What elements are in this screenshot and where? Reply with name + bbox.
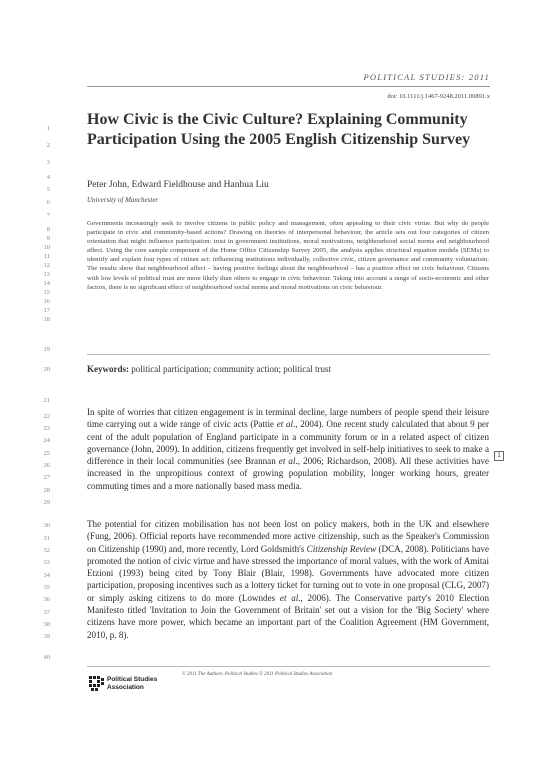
keywords-list: political participation; community action; political trust xyxy=(131,364,331,374)
text-run: The potential for citizen mobilisation has not been lost on policy makers, both in the UK and elsewhere (Fung, 2006). Official reports have recommended more active citizenship, such as the Speaker's Commission on Citizenship (1990) and, more recently, Lord Goldsmith's xyxy=(87,519,489,554)
body-paragraph-1 xyxy=(87,406,489,492)
text-run: ., 2006). The Conservative party's 2010 Election Manifesto titled 'Invitation to Join the Government of Britain' set out a vision for the 'Big Society' where citizens have more power, which became an important part of the Coalition Agreement (HM Government, 2010, p. 8). xyxy=(87,592,489,640)
line-number: 6 xyxy=(46,199,50,206)
line-number: 35 xyxy=(43,584,50,591)
logo-line-2: Association xyxy=(107,683,144,691)
line-number: 32 xyxy=(43,547,50,554)
author-affiliation: University of Manchester xyxy=(87,196,159,204)
text-run: (DCA, 2008). Politicians have promoted the notion of civic virtue and have stressed the importance of moral values, with the work of Amitai Etzioni (1993) being cited by Tony Blair (Blair, 1998). Governments have advocated more citizen participation, proposing incentives such as a lottery ticket for turning out to vote in one proposal (CLG, 2007) or simply asking citizens to do more (Lowndes xyxy=(87,543,489,603)
line-number: 7 xyxy=(46,212,50,219)
psa-logo-text xyxy=(107,676,157,691)
line-number: 33 xyxy=(43,559,50,566)
text-run: In spite of worries that citizen engagement is in terminal decline, large numbers of people spend their leisure time carrying out a wide range of civic acts (Pattie xyxy=(87,407,489,430)
line-number: 39 xyxy=(43,633,50,640)
keywords xyxy=(87,364,331,374)
line-number: 5 xyxy=(46,186,50,193)
line-number: 23 xyxy=(43,425,50,432)
line-number: 14 xyxy=(43,280,50,287)
journal-header: POLITICAL STUDIES: 2011 xyxy=(363,72,490,82)
line-number: 8 xyxy=(46,226,50,233)
line-number: 4 xyxy=(46,174,50,181)
line-number: 17 xyxy=(43,307,50,314)
text-run-italic: Citizenship Review xyxy=(306,543,377,554)
line-number: 20 xyxy=(43,366,50,373)
body-paragraph-2 xyxy=(87,518,489,641)
line-number: 30 xyxy=(43,522,50,529)
margin-marker[interactable]: 1 xyxy=(494,451,504,461)
line-number: 31 xyxy=(43,535,50,542)
line-number: 16 xyxy=(43,298,50,305)
line-number: 27 xyxy=(43,474,50,481)
line-number: 26 xyxy=(43,462,50,469)
line-number: 29 xyxy=(43,499,50,506)
article-title: How Civic is the Civic Culture? Explaining Community Participation Using the 2005 English Citizenship Survey xyxy=(87,111,471,148)
abstract: Governments increasingly seek to involve citizens in public policy and management, often appealing to their civic virtue. But why do people participate in civic and community-based actions? Drawing on theories of interpersonal behaviour, the article sets out four categories of citizen orientation that might influence participation: trust in government institutions, moral motivations, neighbourhood social norms and neighbourhood affect. Using the core sample component of the Home Office Citizenship Survey 2005, the analysis applies structural equation models (SEMs) to identify and explain four types of citizen act: influencing institutions individually, collective civic, citizen governance and community voluntarism. The results show that neighbourhood affect – having positive feelings about the neighbourhood – has a positive effect on civic behaviour. Citizens with low levels of political trust are more likely than others to engage in civic behaviour. Taking into account a range of socio-economic and other factors, there is no significant effect of neighbourhood social norms and moral motivations on civic behaviour. xyxy=(87,220,489,291)
line-number: 25 xyxy=(43,450,50,457)
line-number: 38 xyxy=(43,621,50,628)
footer-rule xyxy=(87,666,490,667)
copyright: © 2011 The Authors. Political Studies © 2011 Political Studies Association xyxy=(182,672,333,677)
line-number: 36 xyxy=(43,596,50,603)
line-number: 10 xyxy=(43,244,50,251)
abstract-rule xyxy=(87,354,490,355)
logo-line-1: Political Studies xyxy=(107,676,158,683)
line-number: 1 xyxy=(46,125,50,132)
text-run: ., 2004). One recent study calculated that about 9 per cent of the adult population of England participate in a community forum or in a related aspect of citizen governance (John, 2009). In addition, citizens frequently get involved in self-help initiatives to seek to make a difference in their local communities (see Brannan xyxy=(87,419,489,467)
line-number: 21 xyxy=(43,397,50,404)
line-number: 11 xyxy=(43,253,50,260)
line-number: 19 xyxy=(43,346,50,353)
line-number: 9 xyxy=(46,235,50,242)
keywords-label: Keywords: xyxy=(87,364,129,374)
header-rule xyxy=(87,86,490,87)
doi: doi: 10.1111/j.1467-9248.2011.00891.x xyxy=(387,93,490,100)
line-numbers xyxy=(0,0,50,771)
line-number: 22 xyxy=(43,413,50,420)
text-run-italic: et al xyxy=(278,456,296,467)
line-number: 40 xyxy=(43,654,50,661)
line-number: 28 xyxy=(43,487,50,494)
text-run: ., 2006; Richardson, 2008). All these activities have increased in the unpropitious context of growing population mobility, longer working hours, greater commuting times and a more nationally based mass media. xyxy=(87,456,489,491)
line-number: 34 xyxy=(43,572,50,579)
text-run-italic: et al xyxy=(279,592,299,603)
line-number: 12 xyxy=(43,262,50,269)
text-run-italic: et al xyxy=(276,419,294,430)
line-number: 18 xyxy=(43,316,50,323)
line-number: 15 xyxy=(43,289,50,296)
line-number: 37 xyxy=(43,609,50,616)
article-authors: Peter John, Edward Fieldhouse and Hanhua Liu xyxy=(87,180,269,190)
line-number: 13 xyxy=(43,271,50,278)
line-number: 2 xyxy=(46,142,50,149)
line-number: 24 xyxy=(43,437,50,444)
line-number: 3 xyxy=(46,159,50,166)
